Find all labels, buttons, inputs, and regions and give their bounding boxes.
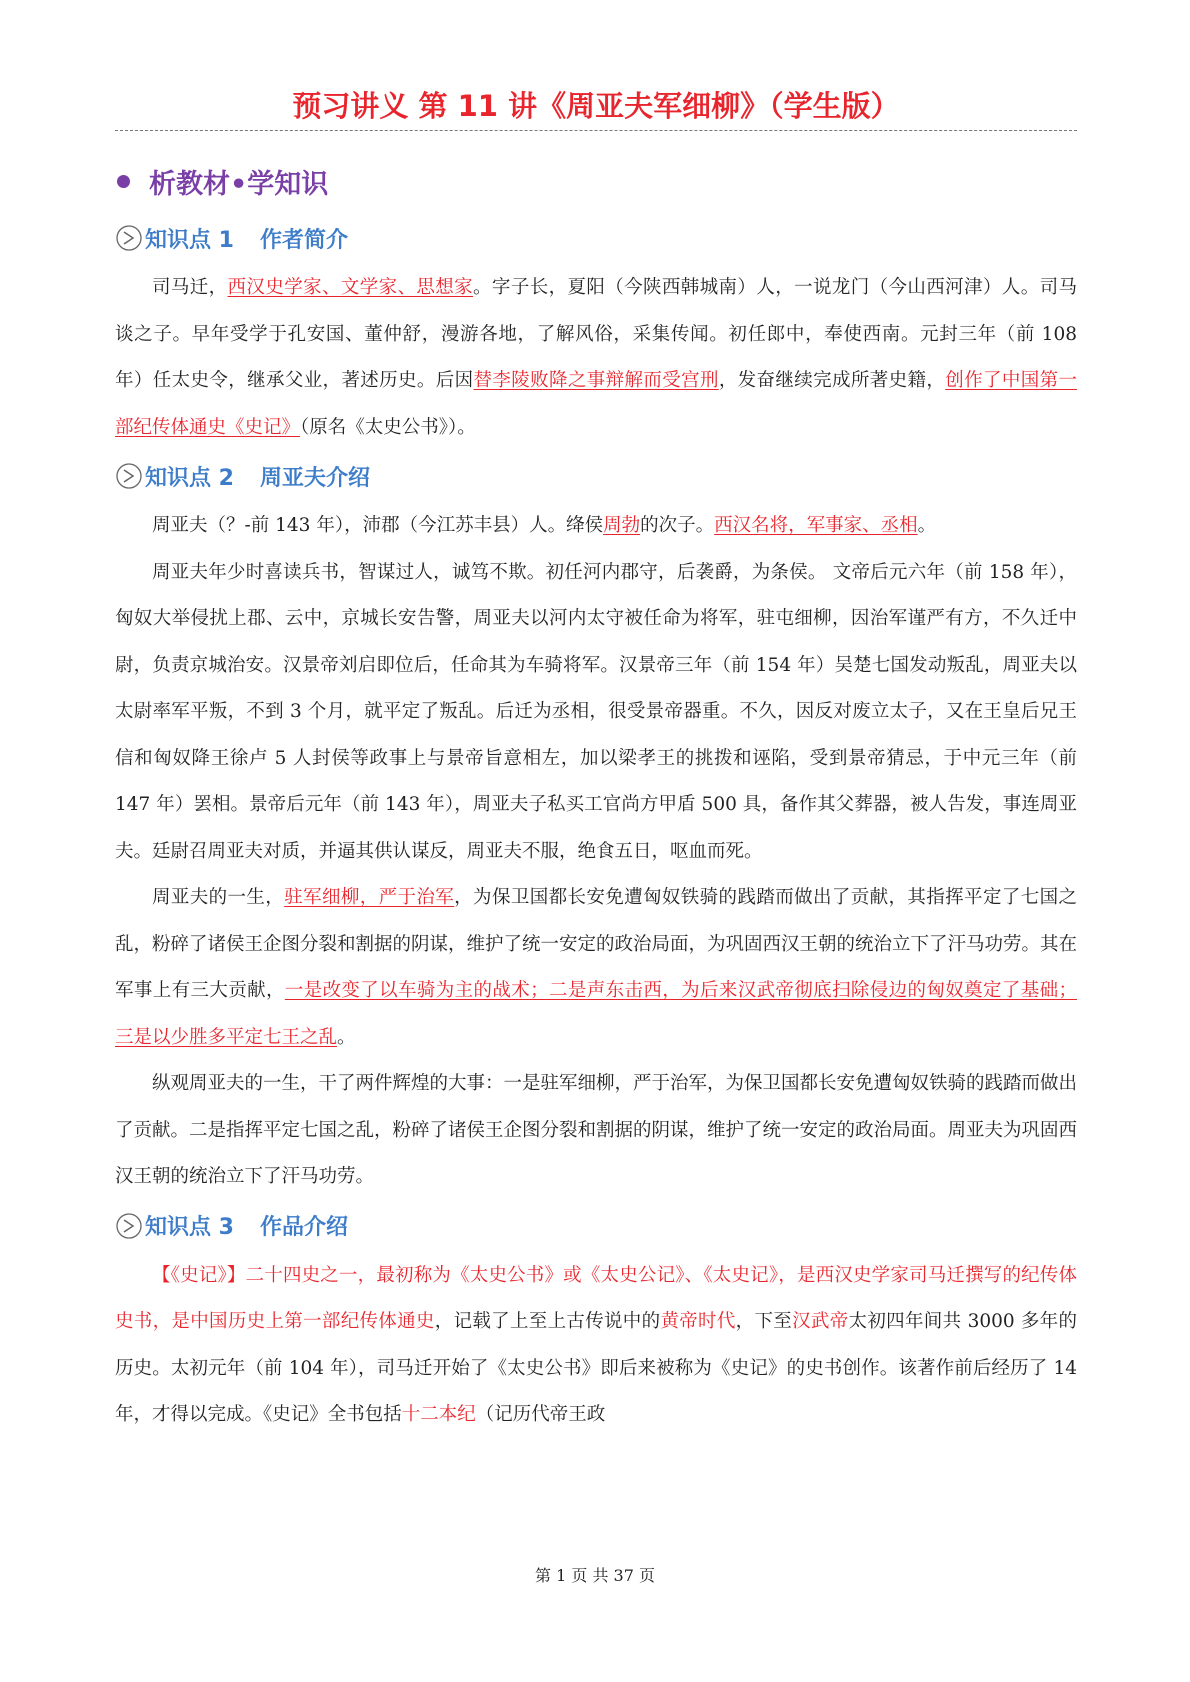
text-run: 司马迁，	[152, 277, 228, 298]
kp1-title: 作者简介	[259, 227, 348, 253]
highlight-run: 汉武帝	[792, 1311, 849, 1332]
document-title: 预习讲义 第 11 讲《周亚夫军细柳》（学生版）	[292, 89, 900, 123]
document-page	[115, 70, 1077, 1439]
text-run: 周亚夫的一生，	[152, 887, 285, 908]
kp1-heading	[115, 219, 1077, 257]
section-heading	[115, 161, 1077, 201]
bullet-icon	[117, 175, 130, 188]
title-divider	[115, 130, 1077, 131]
kp1-label: 知识点 1	[145, 227, 234, 253]
kp2-paragraph-2: 周亚夫年少时喜读兵书，智谋过人，诚笃不欺。初任河内郡守，后袭爵，为条侯。 文帝后元六年（前 158 年），匈奴大举侵扰上郡、云中，京城长安告警，周亚夫以河内太守被任命为将军，驻屯细柳，因治军谨严有方，不久迁中尉，负责京城治安。汉景帝刘启即位后，任命其为车骑将军。汉景帝三年（前 154 年）吴楚七国发动叛乱，周亚夫以太尉率军平叛，不到 3 个月，就平定了叛乱。后迁为丞相，很受景帝器重。不久，因反对废立太子，又在王皇后兄王信和匈奴降王徐卢 5 人封侯等政事上与景帝旨意相左，加以梁孝王的挑拨和诬陷，受到景帝猜忌，于中元三年（前 147 年）罢相。景帝后元年（前 143 年），周亚夫子私买工官尚方甲盾 500 具，备作其父葬器，被人告发，事连周亚夫。廷尉召周亚夫对质，并逼其供认谋反，周亚夫不服，绝食五日，呕血而死。	[115, 561, 1077, 862]
highlight-run: 西汉史学家、文学家、思想家	[227, 277, 474, 298]
arrow-circle-icon	[115, 462, 143, 490]
page-footer: 第 1 页 共 37 页	[535, 1566, 655, 1585]
arrow-circle-icon	[115, 224, 143, 252]
highlight-run: 替李陵败降之事辩解而受宫刑	[473, 370, 719, 391]
text-run: 的次子。	[640, 515, 715, 536]
arrow-circle-icon	[115, 1212, 143, 1240]
highlight-run: 周勃	[603, 515, 641, 536]
highlight-run: 黄帝时代	[660, 1311, 736, 1332]
text-run: ，下至	[735, 1311, 793, 1332]
kp2-label: 知识点 2	[145, 465, 234, 491]
text-run: 太初四年间共 3000 多年的历史。太初元年（前 104 年），司马迁开始了《太史公书》即后来被称为《史记》的史书创作。该著作前后经历了 14 年，才得以完成。《史记》全书包括	[115, 1311, 1077, 1425]
highlight-run: 驻军细柳，严于治军	[284, 887, 455, 908]
kp3-paragraph	[115, 1253, 1077, 1439]
text-run: ，记载了上至上古传说中的	[434, 1311, 661, 1332]
kp3-label: 知识点 3	[145, 1215, 234, 1240]
text-run: 周亚夫（？-前 143 年），沛郡（今江苏丰县）人。绛侯	[152, 515, 604, 536]
text-run: 。	[917, 515, 937, 536]
highlight-run: 西汉名将，军事家、丞相	[714, 515, 918, 536]
highlight-run: 十二本纪	[401, 1404, 476, 1425]
kp3-heading	[115, 1207, 1077, 1245]
highlight-run: 创作了中国第一部纪传体通史《史记》	[115, 370, 1077, 438]
highlight-run: 【《史记》】二十四史之一，最初称为《太史公书》或《太史公记》、《太史记》，是西汉史学家司马迁撰写的纪传体史书，是中国历史上第一部纪传体通史	[115, 1264, 1077, 1332]
kp1-paragraph	[115, 265, 1077, 451]
text-run: （记历代帝王政	[475, 1404, 606, 1425]
kp2-heading	[115, 457, 1077, 495]
section-title: 析教材•学知识	[149, 168, 329, 200]
kp2-title: 周亚夫介绍	[259, 465, 370, 491]
text-run: 。字子长，夏阳（今陕西韩城南）人，一说龙门（今山西河津）人。司马谈之子。早年受学于孔安国、董仲舒，漫游各地，了解风俗，采集传闻。初任郎中，奉使西南。元封三年（前 108 年）任太史令，继承父业，著述历史。后因	[115, 277, 1077, 391]
kp2-paragraph-4: 纵观周亚夫的一生，干了两件辉煌的大事：一是驻军细柳，严于治军，为保卫国都长安免遭匈奴铁骑的践踏而做出了贡献。二是指挥平定七国之乱，粉碎了诸侯王企图分裂和割据的阴谋，维护了统一安定的政治局面。周亚夫为巩固西汉王朝的统治立下了汗马功劳。	[115, 1073, 1078, 1187]
text-run: ，发奋继续完成所著史籍，	[718, 370, 946, 391]
kp3-title: 作品介绍	[259, 1215, 348, 1240]
text-run: ，为保卫国都长安免遭匈奴铁骑的践踏而做出了贡献，其指挥平定了七国之乱，粉碎了诸侯王企图分裂和割据的阴谋，维护了统一安定的政治局面，为巩固西汉王朝的统治立下了汗马功劳。其在军事上有三大贡献，	[115, 887, 1078, 1001]
kp2-paragraph-1	[115, 503, 1077, 550]
kp2-paragraph-3	[115, 875, 1077, 1061]
highlight-run: 一是改变了以车骑为主的战术；二是声东击西，为后来汉武帝彻底扫除侵边的匈奴奠定了基础；三是以少胜多平定七王之乱	[115, 980, 1077, 1048]
text-run: （原名《太史公书》）。	[300, 416, 476, 438]
text-run: 。	[337, 1026, 356, 1048]
